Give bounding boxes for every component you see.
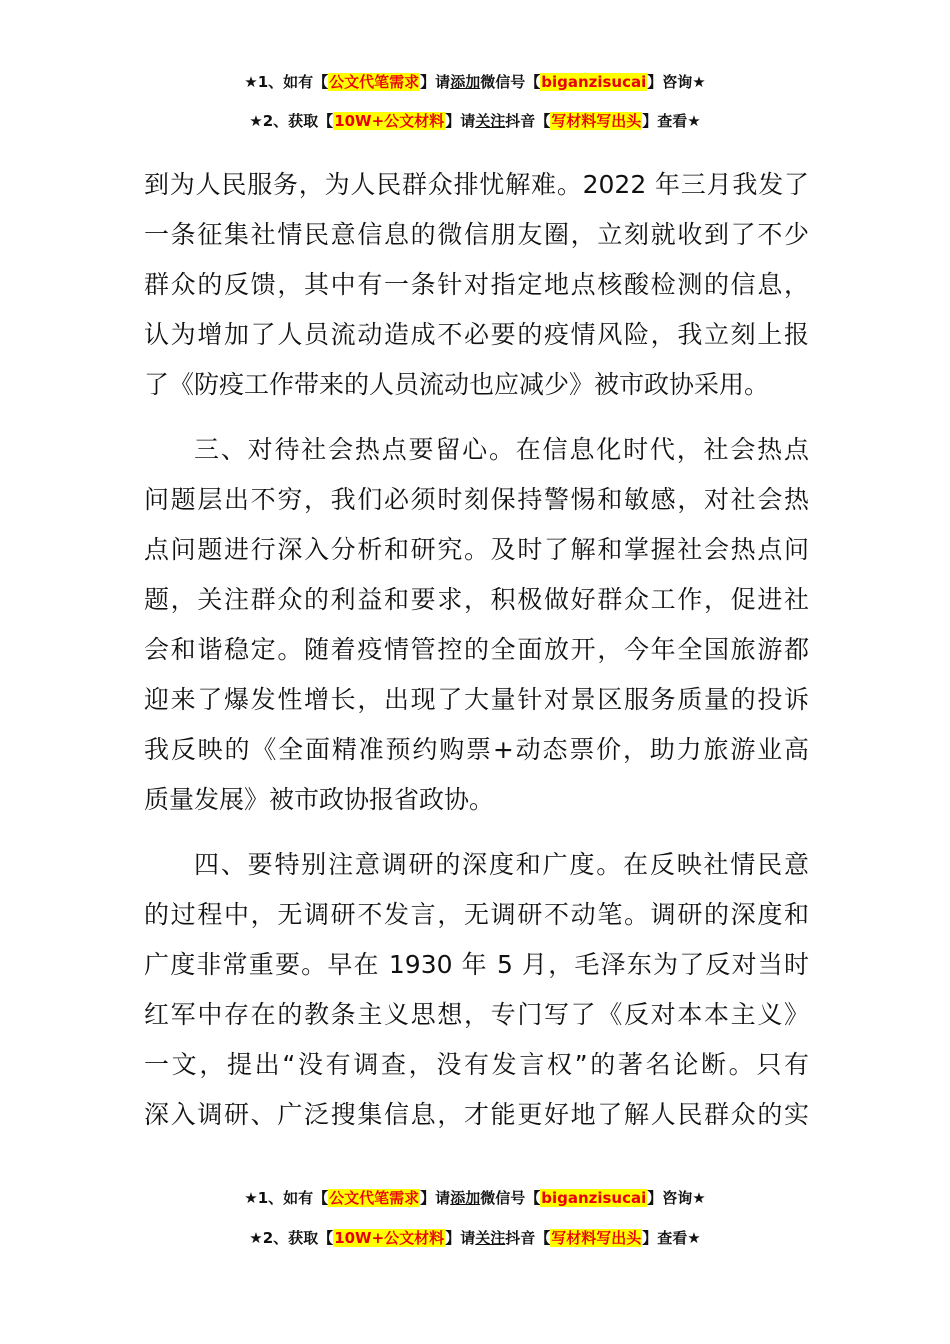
douyin-account: 写材料写出头 [551, 112, 642, 130]
paragraph [144, 160, 809, 410]
text-line: 广度非常重要。早在 1930 年 5 月，毛泽东为了反对当时 [144, 950, 809, 979]
footer-ad-line-1: ★1、如有【公文代笔需求】请添加微信号【biganzisucai】咨询★ [244, 1189, 706, 1207]
text-line: 一条征集社情民意信息的微信朋友圈，立刻就收到了不少 [144, 220, 809, 249]
text-line: 三、对待社会热点要留心。在信息化时代，社会热点 [194, 435, 809, 464]
text-line: 我反映的《全面精准预约购票+动态票价，助力旅游业高 [144, 735, 809, 764]
text-line: 了《防疫工作带来的人员流动也应减少》被市政协采用。 [144, 370, 770, 399]
text-line: 四、要特别注意调研的深度和广度。在反映社情民意 [194, 850, 809, 879]
text-line: 点问题进行深入分析和研究。及时了解和掌握社会热点问 [144, 535, 809, 564]
douyin-account: 写材料写出头 [551, 1229, 642, 1247]
text-line: 到为人民服务，为人民群众排忧解难。2022 年三月我发了 [144, 170, 809, 199]
highlight-service: 公文代笔需求 [329, 73, 420, 91]
text-line: 会和谐稳定。随着疫情管控的全面放开，今年全国旅游都 [144, 635, 809, 664]
footer-ad-line-2: ★2、获取【10W+公文材料】请关注抖音【写材料写出头】查看★ [249, 1229, 701, 1247]
text-line: 深入调研、广泛搜集信息，才能更好地了解人民群众的实 [144, 1100, 809, 1129]
text-line: 认为增加了人员流动造成不必要的疫情风险，我立刻上报 [144, 320, 809, 349]
wechat-id: biganzisucai [541, 73, 647, 91]
text-line: 迎来了爆发性增长，出现了大量针对景区服务质量的投诉 [144, 685, 809, 714]
text-line: 问题层出不穷，我们必须时刻保持警惕和敏感，对社会热 [144, 485, 809, 514]
wechat-id: biganzisucai [541, 1189, 647, 1207]
highlight-materials: 10W+公文材料 [334, 1229, 445, 1247]
paragraph [144, 425, 809, 825]
text-line: 质量发展》被市政协报省政协。 [144, 785, 495, 814]
highlight-service: 公文代笔需求 [329, 1189, 420, 1207]
text-line: 红军中存在的教条主义思想，专门写了《反对本本主义》 [144, 1000, 809, 1029]
header-ad-line-2: ★2、获取【10W+公文材料】请关注抖音【写材料写出头】查看★ [249, 112, 701, 130]
text-line: 群众的反馈，其中有一条针对指定地点核酸检测的信息， [144, 270, 809, 299]
document-body [144, 160, 809, 1140]
paragraph [144, 840, 809, 1140]
text-line: 的过程中，无调研不发言，无调研不动笔。调研的深度和 [144, 900, 809, 929]
header-ad-line-1: ★1、如有【公文代笔需求】请添加微信号【biganzisucai】咨询★ [244, 73, 706, 91]
highlight-materials: 10W+公文材料 [334, 112, 445, 130]
text-line: 题，关注群众的利益和要求，积极做好群众工作，促进社 [144, 585, 809, 614]
text-line: 一文，提出“没有调查，没有发言权”的著名论断。只有 [144, 1050, 809, 1079]
